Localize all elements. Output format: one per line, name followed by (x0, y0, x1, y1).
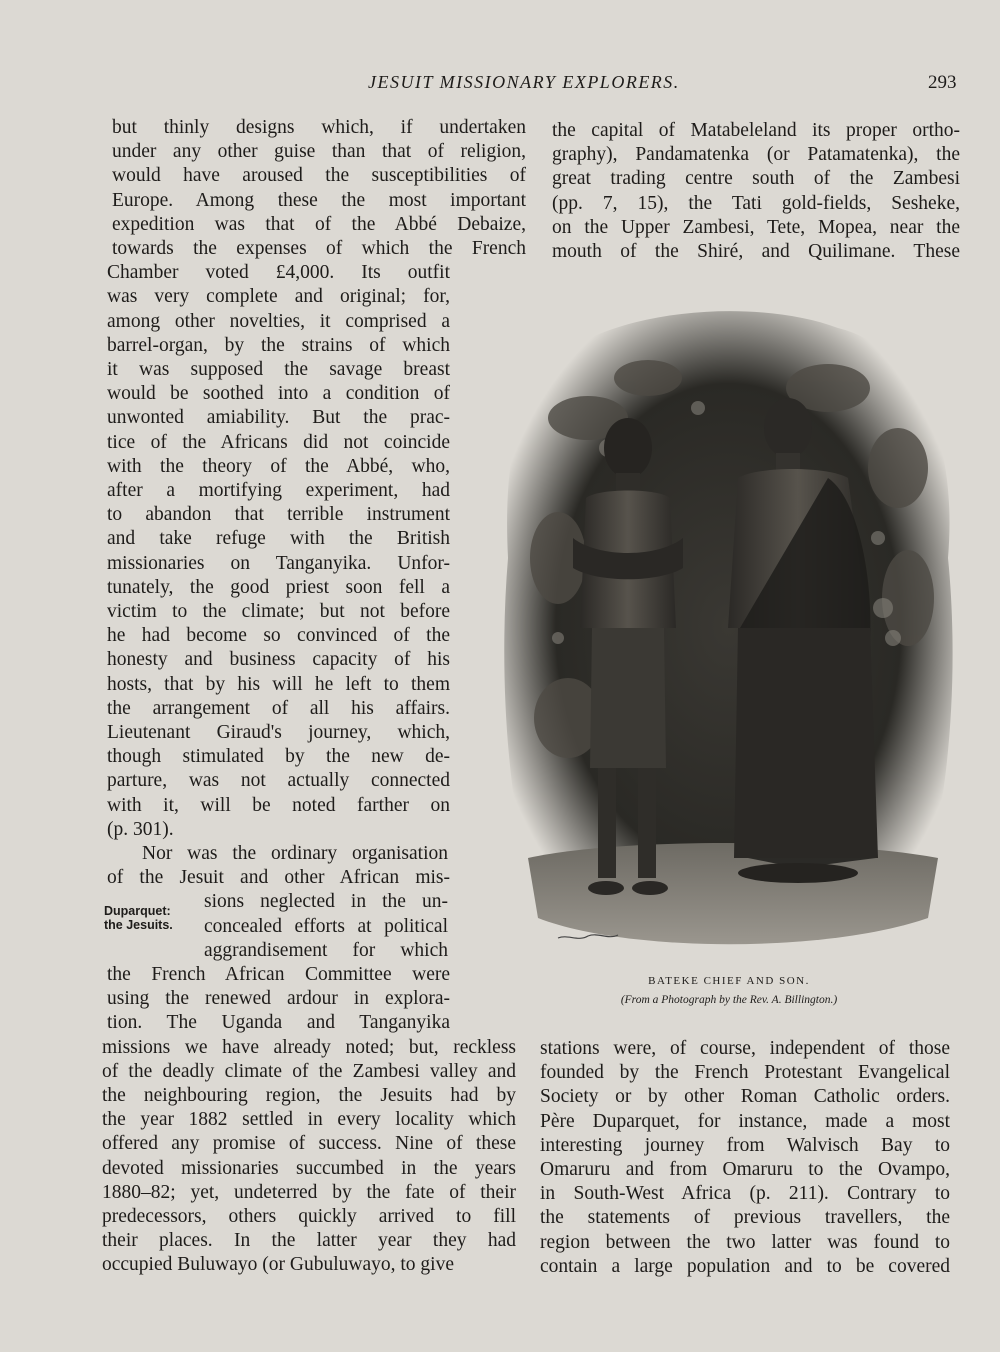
text-line: parture, was not actually connected (107, 770, 450, 792)
text-line: with it, will be noted farther on (107, 794, 450, 816)
text-line: barrel-organ, by the strains of which (107, 334, 450, 356)
text-line: Europe. Among these the most important (112, 189, 526, 211)
text-line: concealed efforts at political (204, 915, 448, 937)
text-line: graphy), Pandamatenka (or Patamatenka), the (552, 144, 960, 166)
text-line: stations were, of course, independent of those (540, 1038, 950, 1059)
text-line: Chamber voted £4,000. Its outfit (107, 262, 450, 284)
text-line: unwonted amiability. But the prac- (107, 407, 450, 429)
text-line: interesting journey from Walvisch Bay to (540, 1134, 950, 1156)
text-line: 1880–82; yet, undeterred by the fate of their (102, 1181, 516, 1203)
text-line: of the Jesuit and other African mis- (107, 867, 450, 889)
text-line: founded by the French Protestant Evangelical (540, 1062, 950, 1084)
text-line: expedition was that of the Abbé Debaize, (112, 213, 526, 235)
text-line: in South-West Africa (p. 211). Contrary to (540, 1183, 950, 1205)
text-line: the capital of Matabeleland its proper ortho- (552, 120, 960, 141)
text-line: but thinly designs which, if undertaken (112, 117, 526, 138)
margin-sidenote (104, 904, 173, 932)
text-line: victim to the climate; but not before (107, 601, 450, 622)
text-line: the statements of previous travellers, the (540, 1207, 950, 1229)
text-line: the year 1882 settled in every locality which (102, 1109, 516, 1131)
sidenote-line: Duparquet: (104, 904, 171, 918)
text-line: among other novelties, it comprised a (107, 310, 450, 332)
text-line: was very complete and original; for, (107, 286, 450, 308)
text-line: offered any promise of success. Nine of these (102, 1133, 516, 1155)
text-line: with the theory of the Abbé, who, (107, 455, 450, 477)
text-line: (p. 301). (107, 818, 174, 840)
text-line: the neighbouring region, the Jesuits had by (102, 1085, 516, 1106)
text-line: Père Duparquet, for instance, made a most (540, 1110, 950, 1132)
text-line: region between the two latter was found to (540, 1231, 950, 1253)
text-line: of the deadly climate of the Zambesi valley and (102, 1060, 516, 1082)
text-line: (pp. 7, 15), the Tati gold-fields, Sesheke, (552, 192, 960, 214)
text-line: honesty and business capacity of his (107, 649, 450, 671)
text-line: the French African Committee were (107, 964, 450, 985)
text-line: towards the expenses of which the French (112, 238, 526, 259)
text-line: Society or by other Roman Catholic orders. (540, 1086, 950, 1108)
text-line: hosts, that by his will he left to them (107, 673, 450, 695)
text-line: under any other guise than that of religion, (112, 141, 526, 163)
text-line: tice of the Africans did not coincide (107, 431, 450, 453)
text-line: their places. In the latter year they had (102, 1230, 516, 1252)
figure-credit: (From a Photograph by the Rev. A. Billington.) (620, 994, 838, 1006)
text-line: Nor was the ordinary organisation (142, 843, 448, 864)
text-line: mouth of the Shiré, and Quilimane. These (552, 241, 960, 262)
text-line: Lieutenant Giraud's journey, which, (107, 722, 450, 743)
text-line: he had become so convinced of the (107, 625, 450, 647)
text-line: on the Upper Zambesi, Tete, Mopea, near the (552, 216, 960, 238)
text-line: after a mortifying experiment, had (107, 480, 450, 501)
text-line: contain a large population and to be covered (540, 1255, 950, 1277)
text-line: the arrangement of all his affairs. (107, 697, 450, 719)
text-line: it was supposed the savage breast (107, 359, 450, 380)
text-line: though stimulated by the new de- (107, 746, 450, 768)
text-line: missionaries on Tanganyika. Unfor- (107, 552, 450, 574)
text-line: aggrandisement for which (204, 939, 448, 961)
text-line: occupied Buluwayo (or Gubuluwayo, to give (102, 1254, 455, 1276)
figure-caption: BATEKE CHIEF AND SON. (648, 975, 810, 987)
text-line: would be soothed into a condition of (107, 383, 450, 405)
running-head: JESUIT MISSIONARY EXPLORERS. (368, 72, 680, 92)
text-line: Omaruru and from Omaruru to the Ovampo, (540, 1159, 950, 1180)
text-line: missions we have already noted; but, reckless (102, 1036, 516, 1058)
text-line: to abandon that terrible instrument (107, 504, 450, 526)
text-line: would have aroused the susceptibilities of (112, 165, 526, 187)
engraving-illustration (498, 298, 960, 966)
text-line: great trading centre south of the Zambesi (552, 168, 960, 190)
text-line: using the renewed ardour in explora- (107, 988, 450, 1010)
text-line: predecessors, others quickly arrived to fill (102, 1206, 516, 1227)
photograph-bateke-chief-and-son (498, 298, 960, 966)
text-line: tion. The Uganda and Tanganyika (107, 1012, 450, 1034)
text-line: sions neglected in the un- (204, 891, 448, 913)
page-header (0, 72, 1000, 102)
page-number: 293 (928, 72, 957, 93)
text-line: tunately, the good priest soon fell a (107, 576, 450, 598)
sidenote-line: the Jesuits. (104, 918, 173, 932)
text-line: devoted missionaries succumbed in the years (102, 1157, 516, 1179)
text-line: and take refuge with the British (107, 528, 450, 550)
